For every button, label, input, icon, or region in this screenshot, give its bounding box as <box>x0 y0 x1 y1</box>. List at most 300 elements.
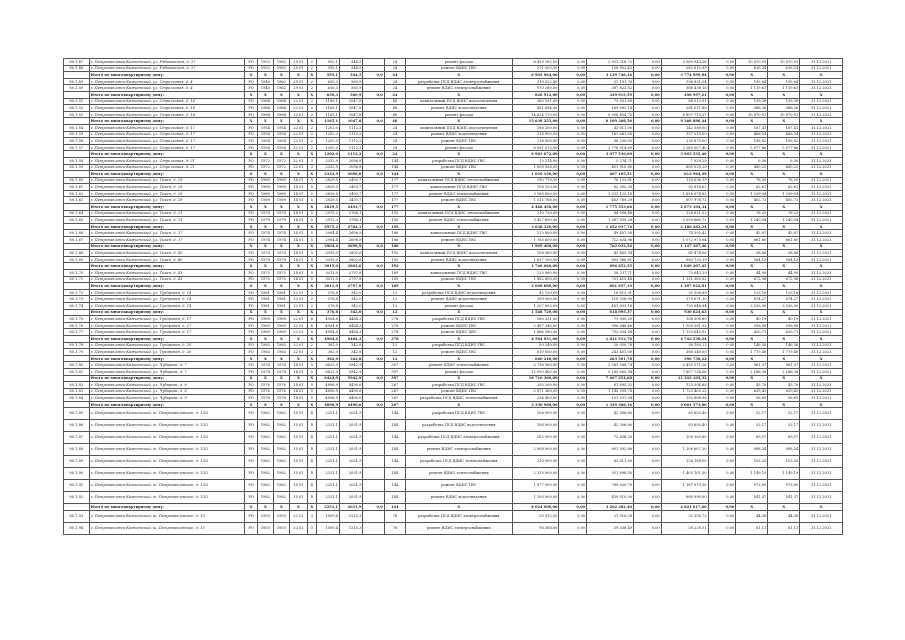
table-cell: 1962 <box>257 432 273 444</box>
table-cell: 3 905 535,40 <box>661 151 708 158</box>
table-cell <box>363 523 384 535</box>
table-cell: 2764,1 <box>339 223 362 230</box>
table-cell: 179 671,10 <box>661 296 708 303</box>
table-cell: 2 <box>308 289 317 296</box>
table-cell: 139,38 <box>736 98 768 105</box>
table-cell: 712 624,96 <box>587 237 634 244</box>
table-cell: г. Петропавловск-Камчатский, ул. Стрелковая, д. 4 <box>89 85 245 92</box>
table-cell: 7 807 734,06 <box>661 368 708 375</box>
table-cell: г. Петропавловск-Камчатский, ул. Стрелковая, д. 17 <box>89 144 245 151</box>
table-cell: 0,00 <box>634 408 662 420</box>
table-row <box>64 302 843 309</box>
table-row <box>64 230 843 237</box>
table-cell: 1969 <box>257 322 273 329</box>
table-row <box>64 184 843 191</box>
table-cell: 9 268 886,44 <box>661 118 708 125</box>
table-cell: X <box>800 72 843 79</box>
table-cell <box>363 217 384 224</box>
table-cell: 12 <box>384 355 405 362</box>
table-cell: 1 367 939,28 <box>587 217 634 224</box>
table-cell: 650,3 <box>316 91 339 98</box>
table-cell: 1964 <box>273 98 289 105</box>
table-cell: ремонт ВДИС водоотведения <box>406 105 513 112</box>
table-cell: 0,00 <box>559 382 587 389</box>
table-cell: 31.12.2021 <box>800 302 843 309</box>
table-cell: 4 <box>308 420 317 432</box>
table-cell: 1112,2 <box>339 151 362 158</box>
table-cell: 195,64 <box>736 78 768 85</box>
table-cell: 0,00 <box>634 335 662 342</box>
table-cell: 0,00 <box>634 342 662 349</box>
table-cell: 5 <box>308 230 317 237</box>
table-cell: 65 474,06 <box>661 250 708 257</box>
table-cell: 10 870,91 <box>768 59 800 66</box>
table-cell: 144 <box>384 432 405 444</box>
total-row <box>64 355 843 362</box>
table-cell: 0,00 <box>708 197 736 204</box>
table-cell: 0,00 <box>708 230 736 237</box>
table-cell: 2 186 282,24 <box>661 223 708 230</box>
table-cell: 80.1.76 <box>64 322 90 329</box>
table-row <box>64 444 843 456</box>
table-cell <box>363 237 384 244</box>
table-cell: 144 <box>384 408 405 420</box>
table-cell: 1963 <box>273 342 289 349</box>
table-cell: 4 <box>308 492 317 504</box>
table-cell: РО <box>245 316 258 323</box>
table-cell: 1962 <box>273 408 289 420</box>
table-cell: 1969 <box>257 316 273 323</box>
table-cell: 931 898,50 <box>587 468 634 480</box>
table-cell: 650,3 <box>316 85 339 92</box>
table-cell: 192 <box>384 256 405 263</box>
table-cell: 62,61 <box>768 184 800 191</box>
table-cell: 30 189,22 <box>661 342 708 349</box>
table-cell: 1976 <box>257 388 273 395</box>
table-cell: 595,1 <box>316 65 339 72</box>
table-cell: 1969 <box>257 197 273 204</box>
table-cell: 44,36 <box>736 511 768 523</box>
table-cell: 22 01 <box>289 511 307 523</box>
table-cell <box>64 223 90 230</box>
table-cell: X <box>245 171 258 178</box>
table-cell <box>64 171 90 178</box>
table-cell: 2764,1 <box>339 210 362 217</box>
table-cell: ремонт ВДИС теплоснабжения <box>406 362 513 369</box>
table-cell: 31.12.2021 <box>800 368 843 375</box>
table-cell: 0,00 <box>559 72 587 79</box>
table-cell: 2698,9 <box>339 230 362 237</box>
table-cell: X <box>800 401 843 408</box>
table-cell: X <box>273 118 289 125</box>
table-cell: 278 <box>384 316 405 323</box>
table-cell: 2904,4 <box>316 230 339 237</box>
table-cell: 0,00 <box>634 118 662 125</box>
table-cell: 0,00 <box>708 243 736 250</box>
table-cell: 1 133 645,92 <box>661 329 708 336</box>
table-cell: X <box>736 375 768 382</box>
table-cell: 1509,4 <box>316 511 339 523</box>
table-cell: 10 870,91 <box>736 111 768 118</box>
table-cell: 560,9 <box>339 78 362 85</box>
table-cell: 59 229,51 <box>661 523 708 535</box>
table-cell: г. Петропавловск-Камчатский, ш. Петропавловское, д. 13/2 <box>89 432 245 444</box>
table-cell: РО <box>245 523 258 535</box>
table-cell: 31.12.2021 <box>800 408 843 420</box>
table-cell: X <box>736 401 768 408</box>
table-cell: X <box>308 171 317 178</box>
table-cell: г. Петропавловск-Камчатский, ул. Тихая, д. 40 <box>89 250 245 257</box>
table-cell: 1112,2 <box>339 144 362 151</box>
table-cell: 22 01 <box>289 105 307 112</box>
table-cell: 2797,8 <box>339 283 362 290</box>
table-cell: 5 716 960,00 <box>512 362 559 369</box>
table-cell: 0,00 <box>559 164 587 171</box>
table-cell: 24 <box>384 65 405 72</box>
table-cell: 196 831,04 <box>661 78 708 85</box>
table-cell: 0,00 <box>708 468 736 480</box>
table-cell: РО <box>245 256 258 263</box>
table-cell: 2 <box>308 111 317 118</box>
table-cell: 0,00 <box>559 388 587 395</box>
table-cell: г. Петропавловск-Камчатский, ул. Чубарова, д. 7 <box>89 368 245 375</box>
table-cell: 0,00 <box>708 388 736 395</box>
table-cell: 14 01 <box>289 210 307 217</box>
table-cell: 0,00 <box>634 349 662 356</box>
table-cell: 1974 <box>273 237 289 244</box>
table-cell: 31.12.2021 <box>800 432 843 444</box>
table-cell: 366 549,00 <box>661 349 708 356</box>
table-cell: разработка ПСД ВДИС ГВС <box>406 382 513 389</box>
table-cell: 0,00 <box>708 59 736 66</box>
table-row <box>64 197 843 204</box>
table-cell: 96 230,00 <box>587 138 634 145</box>
table-cell: 4896,9 <box>316 382 339 389</box>
table-cell: 3015,0 <box>316 263 339 270</box>
table-cell: 1 239,04 <box>768 190 800 197</box>
table-cell: 1969 <box>273 184 289 191</box>
table-cell: 0,00 <box>559 65 587 72</box>
table-cell: 5 <box>308 250 317 257</box>
table-cell: 0,00 <box>559 511 587 523</box>
table-cell: X <box>273 171 289 178</box>
table-cell: 376,8 <box>316 289 339 296</box>
table-cell: 24 <box>384 138 405 145</box>
table-cell: 584,13 <box>736 256 768 263</box>
table-cell: ремонт фасада <box>406 368 513 375</box>
table-cell: 2802,6 <box>339 263 362 270</box>
table-cell: 0,00 <box>634 296 662 303</box>
table-cell: РО <box>245 456 258 468</box>
table-cell: 80.1.47 <box>64 59 90 66</box>
table-cell: 31.12.2021 <box>800 78 843 85</box>
table-cell <box>363 184 384 191</box>
table-cell: г. Петропавловск-Камчатский, ул. Тундровая, д. 14 <box>89 302 245 309</box>
table-cell: 14 01 <box>289 276 307 283</box>
table-cell: 342,0 <box>339 302 362 309</box>
table-cell: 342,8 <box>339 349 362 356</box>
table-cell: разработка ПСД ВДИС теплоснабжения <box>406 456 513 468</box>
table-cell: X <box>800 243 843 250</box>
table-row <box>64 480 843 492</box>
table-cell: X <box>308 91 317 98</box>
table-cell <box>363 131 384 138</box>
table-cell: 0,00 <box>559 362 587 369</box>
table-cell: 0,00 <box>634 98 662 105</box>
table-cell: 0,00 <box>634 302 662 309</box>
table-cell: 661,60 <box>736 237 768 244</box>
table-cell: 80.1.60 <box>64 177 90 184</box>
table-cell: Итого по многоквартирному дому: <box>89 204 245 211</box>
table-cell: 80.1.89 <box>64 456 90 468</box>
table-cell: 0,00 <box>634 177 662 184</box>
table-row <box>64 342 843 349</box>
table-cell: 0,00 <box>634 164 662 171</box>
table-cell: 3 <box>308 157 317 164</box>
table-cell: 22 01 <box>289 157 307 164</box>
table-cell: 22 01 <box>289 296 307 303</box>
table-cell: 278 <box>384 329 405 336</box>
table-cell: РО <box>245 144 258 151</box>
table-cell: ремонт ВДИС теплоснабжения <box>406 468 513 480</box>
table-cell: 481 953,16 <box>587 302 634 309</box>
table-cell: 6422,9 <box>316 375 339 382</box>
table-cell: 2493,7 <box>339 190 362 197</box>
total-row <box>64 263 843 270</box>
table-cell: 1047,8 <box>339 105 362 112</box>
table-cell: г. Петропавловск-Камчатский, ул. Стрелковая, д. 14 <box>89 105 245 112</box>
table-cell: X <box>257 401 273 408</box>
table-cell: 1112,2 <box>339 138 362 145</box>
table-cell: 31.12.2021 <box>800 296 843 303</box>
table-cell: РО <box>245 289 258 296</box>
table-cell: 1962 <box>257 408 273 420</box>
table-cell: Итого по многоквартирному дому: <box>89 72 245 79</box>
table-cell: 2493,7 <box>339 197 362 204</box>
table-cell: X <box>406 91 513 98</box>
table-cell: 595,1 <box>316 59 339 66</box>
table-cell: 146,56 <box>736 342 768 349</box>
table-cell: 299 000,00 <box>512 296 559 303</box>
table-cell: 0,00 <box>559 296 587 303</box>
table-cell: X <box>289 375 307 382</box>
table-cell: 2 <box>308 59 317 66</box>
table-cell: 1962 <box>257 492 273 504</box>
table-cell: X <box>736 72 768 79</box>
table-cell: 31.12.2021 <box>800 456 843 468</box>
table-row <box>64 523 843 535</box>
table-cell: 189 <box>384 270 405 277</box>
table-cell: 14 01 <box>289 217 307 224</box>
table-cell <box>363 322 384 329</box>
table-cell <box>363 302 384 309</box>
table-cell: 29 01 <box>289 78 307 85</box>
table-cell: X <box>308 504 317 511</box>
table-cell: 80.1.66 <box>64 230 90 237</box>
table-cell: X <box>406 151 513 158</box>
table-cell: ремонт ВДИС ГВС <box>406 388 513 395</box>
total-row <box>64 204 843 211</box>
table-cell: 3 129 746,16 <box>587 72 634 79</box>
table-cell: капитальный ПСД ВДИС теплоснабжения <box>406 210 513 217</box>
table-cell: 22 01 <box>289 302 307 309</box>
table-cell: 98 568,00 <box>512 523 559 535</box>
table-cell: г. Петропавловск-Камчатский, ш. Петропавловское, д. 13/2 <box>89 408 245 420</box>
table-cell: г. Петропавловск-Камчатский, ш. Петропавловское, д. 13/2 <box>89 480 245 492</box>
table-cell: 2 008 000,00 <box>512 444 559 456</box>
table-cell: 1976 <box>273 395 289 402</box>
table-cell: 466,54 <box>768 131 800 138</box>
table-cell: 1976 <box>257 395 273 402</box>
table-cell <box>363 368 384 375</box>
table-cell: 0,00 <box>559 217 587 224</box>
table-cell: 626,54 <box>768 65 800 72</box>
table-cell: 139,38 <box>768 98 800 105</box>
table-cell: ремонт ВДИС электроснабжения <box>406 85 513 92</box>
table-cell: 4484,3 <box>339 329 362 336</box>
table-cell: 24 <box>384 78 405 85</box>
table-cell: 0,00 <box>708 362 736 369</box>
table-cell: X <box>273 504 289 511</box>
table-cell: 405,73 <box>768 197 800 204</box>
table-row <box>64 316 843 323</box>
table-cell: 2096,8 <box>339 171 362 178</box>
table-cell: X <box>800 335 843 342</box>
table-cell: разработка ПСД ВДИС ГВС <box>406 316 513 323</box>
table-cell: 1 909 400,00 <box>512 243 559 250</box>
table-cell: 262 615,99 <box>661 65 708 72</box>
table-cell: 31.12.2021 <box>800 382 843 389</box>
table-cell: 5 <box>308 177 317 184</box>
table-cell: 0,00 <box>634 316 662 323</box>
table-cell: г. Петропавловск-Камчатский, ш. Петропавловское, д. 13/2 <box>89 492 245 504</box>
table-cell: 0,00 <box>708 408 736 420</box>
table-cell: X <box>406 309 513 316</box>
table-row <box>64 492 843 504</box>
table-cell: 25 306,69 <box>661 289 708 296</box>
table-cell: 0,00 <box>559 302 587 309</box>
table-cell: Итого по многоквартирному дому: <box>89 171 245 178</box>
total-row <box>64 309 843 316</box>
table-cell: 45,70 <box>768 382 800 389</box>
table-cell: X <box>406 504 513 511</box>
table-cell: 31.12.2021 <box>800 420 843 432</box>
table-cell: капитальный ПСД ВДИС ГВС <box>406 184 513 191</box>
table-cell: 2797,8 <box>339 270 362 277</box>
table-cell: 0,00 <box>708 72 736 79</box>
table-cell: 144 <box>384 492 405 504</box>
table-cell: 2 059 660,72 <box>661 217 708 224</box>
table-cell: 2 871 360,00 <box>512 388 559 395</box>
table-cell: 80.1.88 <box>64 444 90 456</box>
table-cell: 1978 <box>257 250 273 257</box>
table-cell: X <box>273 204 289 211</box>
table-cell: 195 <box>384 210 405 217</box>
table-cell: 243 451,00 <box>587 349 634 356</box>
table-cell <box>64 401 90 408</box>
table-cell: 661,60 <box>768 237 800 244</box>
table-cell: 1 548 720,00 <box>512 309 559 316</box>
table-cell: X <box>736 309 768 316</box>
table-cell: РО <box>245 342 258 349</box>
table-cell: 0,00 <box>559 85 587 92</box>
table-cell: г. Петропавловск-Камчатский, ул. Тихая, д. 29 <box>89 177 245 184</box>
table-cell: 0,0 <box>363 171 384 178</box>
table-cell: 31.12.2021 <box>800 322 843 329</box>
table-cell: X <box>289 504 307 511</box>
table-cell: 0,00 <box>708 85 736 92</box>
table-cell: 123 800,00 <box>512 230 559 237</box>
table-cell: 319 022,80 <box>512 78 559 85</box>
table-cell: 123,16 <box>768 289 800 296</box>
table-cell: 14 824 170,00 <box>512 111 559 118</box>
table-cell: 2251,1 <box>316 504 339 511</box>
table-cell: 0,00 <box>708 65 736 72</box>
table-cell <box>363 78 384 85</box>
table-cell: 48 <box>384 105 405 112</box>
table-cell: 80.1.52 <box>64 105 90 112</box>
table-cell: 22 01 <box>289 124 307 131</box>
table-cell: 74 392,42 <box>661 230 708 237</box>
table-cell: 31.12.2021 <box>800 237 843 244</box>
table-cell: 1 006 936,00 <box>512 164 559 171</box>
table-cell: 182 000,00 <box>512 432 559 444</box>
table-cell: 24 <box>384 151 405 158</box>
table-cell: 14 01 <box>289 382 307 389</box>
table-cell: X <box>257 283 273 290</box>
table-cell: 156 120,00 <box>512 184 559 191</box>
table-row <box>64 420 843 432</box>
table-cell: 84 098,48 <box>587 210 634 217</box>
table-cell: X <box>308 283 317 290</box>
table-cell: 1974 <box>273 362 289 369</box>
table-cell: 0,00 <box>559 210 587 217</box>
table-cell: 52,17 <box>736 408 768 420</box>
table-cell: 0,00 <box>634 237 662 244</box>
table-cell: 205 200,00 <box>512 382 559 389</box>
table-cell: 31.12.2021 <box>800 138 843 145</box>
table-cell: 31.12.2021 <box>800 124 843 131</box>
table-cell: 2031,9 <box>339 468 362 480</box>
table-cell: 653 366,61 <box>587 256 634 263</box>
table-cell: 4484,3 <box>339 316 362 323</box>
table-cell: 31.12.2021 <box>800 388 843 395</box>
table-cell: 1976 <box>273 382 289 389</box>
table-cell: 80.1.77 <box>64 329 90 336</box>
table-row <box>64 98 843 105</box>
table-cell: г. Петропавловск-Камчатский, ул. Стрелковая, д. 21 <box>89 157 245 164</box>
table-cell: 2 <box>308 296 317 303</box>
table-cell: г. Петропавловск-Камчатский, ул. Тундровая, д. 17 <box>89 316 245 323</box>
table-cell: 1 145 959,78 <box>587 388 634 395</box>
table-cell: 93 814,62 <box>661 184 708 191</box>
table-cell: X <box>257 335 273 342</box>
table-cell: 80.1.93 <box>64 511 90 523</box>
table-cell: 0,00 <box>634 395 662 402</box>
table-cell: 0,00 <box>559 401 587 408</box>
table-cell: 195,02 <box>736 138 768 145</box>
table-cell: 1974 <box>257 230 273 237</box>
table-cell: 376,8 <box>316 296 339 303</box>
table-cell: 1215,3 <box>339 523 362 535</box>
table-cell: 80.1.64 <box>64 210 90 217</box>
table-cell: 1962 <box>273 456 289 468</box>
table-cell: 3 427 600,00 <box>512 217 559 224</box>
table-cell: X <box>736 283 768 290</box>
table-cell: 1 119,61 <box>768 85 800 92</box>
table-cell: X <box>406 355 513 362</box>
table-cell: 0,0 <box>363 263 384 270</box>
